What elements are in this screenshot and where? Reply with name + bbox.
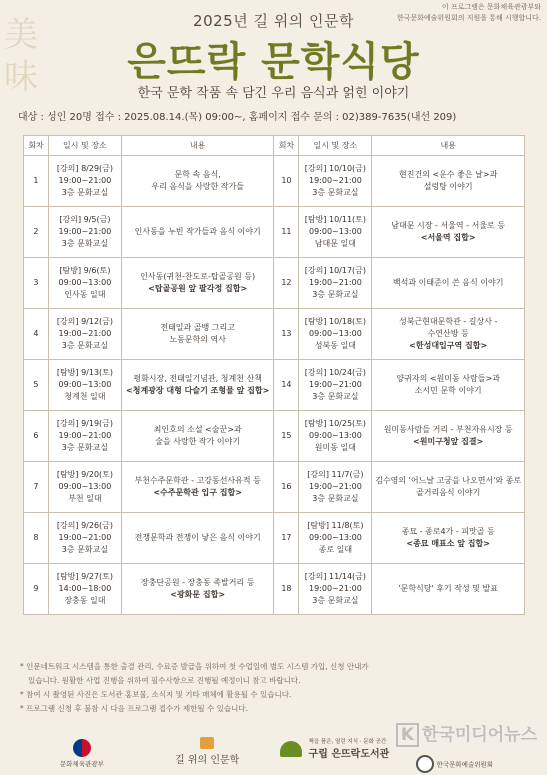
session-date-place — [48, 564, 121, 615]
session-number: 8 — [24, 513, 49, 564]
session-date1: [탐방] 11/8(토) — [307, 521, 364, 530]
ministry-name: 문화체육관광부 — [60, 760, 104, 768]
session-content — [372, 309, 525, 360]
session-date2: 19:00~21:00 — [58, 533, 112, 542]
session-content-line: 골거리음식 이야기 — [415, 488, 481, 497]
session-date2: 09:00~13:00 — [58, 482, 112, 491]
session-content-line: <탑골공원 앞 팔각정 집합> — [148, 284, 248, 293]
session-place: 청계천 일대 — [64, 392, 106, 401]
table-row — [24, 462, 525, 513]
session-content-line: <종묘 매표소 앞 집합> — [406, 539, 490, 548]
taegeuk-emblem-icon — [73, 739, 91, 757]
session-content-line: 성북근현대문학관 - 길상사 - — [398, 317, 498, 326]
session-date1: [강의] 9/12(금) — [56, 317, 114, 326]
session-date2: 19:00~21:00 — [308, 482, 362, 491]
session-content — [372, 411, 525, 462]
session-date-place — [48, 360, 121, 411]
session-content-line: <수주문학관 입구 집합> — [153, 488, 242, 497]
session-content — [121, 360, 274, 411]
session-content — [372, 258, 525, 309]
ministry-logo — [60, 739, 104, 768]
schedule-body — [24, 156, 525, 615]
session-date-place — [299, 156, 372, 207]
table-row — [24, 564, 525, 615]
session-number: 4 — [24, 309, 49, 360]
library-tagline: 책을 품은, 열린 지식 · 문화 공간 — [308, 739, 387, 745]
session-number: 7 — [24, 462, 49, 513]
watermark-k: K — [396, 723, 419, 747]
support-notice-line-2: 한국문화예술위원회의 지원을 통해 시행합니다. — [396, 14, 541, 22]
session-date2: 19:00~21:00 — [58, 431, 112, 440]
library-mark-icon — [280, 741, 302, 757]
table-row — [24, 411, 525, 462]
schedule-table — [23, 135, 525, 615]
table-row — [24, 513, 525, 564]
session-content — [372, 207, 525, 258]
session-date1: [강의] 9/26(금) — [56, 521, 114, 530]
watermark-text: 한국미디어뉴스 — [422, 725, 537, 745]
session-date-place — [48, 309, 121, 360]
session-content-line: 인사동(귀천-찬도로-탑골공원 등) — [140, 272, 256, 281]
session-number: 2 — [24, 207, 49, 258]
session-place: 3층 문화교실 — [312, 290, 359, 299]
session-date2: 09:00~13:00 — [308, 431, 362, 440]
session-date2: 14:00~18:00 — [58, 584, 112, 593]
session-content — [372, 360, 525, 411]
session-date1: [강의] 10/10(금) — [304, 164, 367, 173]
table-header-row — [24, 136, 525, 156]
session-place: 부천 일대 — [68, 494, 102, 503]
session-date2: 09:00~13:00 — [58, 278, 112, 287]
library-name: 구립 은뜨락도서관 — [308, 749, 390, 760]
session-date2: 19:00~21:00 — [58, 329, 112, 338]
arts-council-icon — [416, 755, 434, 773]
session-number: 16 — [274, 462, 299, 513]
session-place: 종로 일대 — [318, 545, 353, 554]
library-logo — [280, 737, 389, 760]
session-content — [372, 156, 525, 207]
session-content — [372, 462, 525, 513]
session-content-line: '문학식당' 후기 작성 및 발표 — [398, 584, 498, 593]
header-date: 일시 및 장소 — [48, 136, 121, 156]
session-date2: 09:00~13:00 — [308, 227, 362, 236]
session-place: 남대문 일대 — [314, 239, 356, 248]
session-date1: [강의] 11/7(금) — [307, 470, 364, 479]
session-date2: 19:00~21:00 — [58, 227, 112, 236]
session-content-line: 평화시장, 전태일기념관, 청계천 산책 — [133, 374, 262, 383]
session-number: 12 — [274, 258, 299, 309]
session-date-place — [48, 156, 121, 207]
session-place: 3층 문화교실 — [312, 188, 359, 197]
session-date-place — [299, 513, 372, 564]
session-content-line: 노동문학의 역사 — [169, 335, 226, 344]
session-date-place — [299, 360, 372, 411]
session-content-line: 종묘 - 종로4가 - 피맛골 등 — [401, 527, 495, 536]
session-date2: 19:00~21:00 — [58, 176, 112, 185]
header-no: 회차 — [24, 136, 49, 156]
program-kicker: 2025년 길 위의 인문학 — [193, 12, 354, 30]
session-date1: [강의] 8/29(금) — [56, 164, 114, 173]
session-content — [121, 462, 274, 513]
session-content-line: 원미동사람들 거리 - 부천자유시장 등 — [383, 425, 513, 434]
header-date: 일시 및 장소 — [299, 136, 372, 156]
session-number: 11 — [274, 207, 299, 258]
session-place: 3층 문화교실 — [61, 545, 109, 554]
support-notice-line-1: 이 프로그램은 문화체육관광부와 — [441, 3, 541, 11]
session-number: 18 — [274, 564, 299, 615]
session-date-place — [48, 258, 121, 309]
session-date2: 09:00~13:00 — [308, 533, 362, 542]
session-date-place — [299, 258, 372, 309]
watermark — [396, 720, 537, 747]
session-content — [121, 309, 274, 360]
session-date2: 09:00~13:00 — [58, 380, 112, 389]
session-place: 3층 문화교실 — [61, 443, 109, 452]
header-content: 내용 — [121, 136, 274, 156]
session-place: 3층 문화교실 — [61, 239, 109, 248]
session-date1: [탐방] 10/18(토) — [304, 317, 367, 326]
session-date-place — [299, 564, 372, 615]
session-place: 장충동 일대 — [64, 596, 106, 605]
table-row — [24, 309, 525, 360]
book-icon — [200, 737, 214, 749]
session-content-line: 부천수주문학관 - 고강동선사유적 등 — [134, 476, 261, 485]
session-number: 1 — [24, 156, 49, 207]
session-content — [121, 207, 274, 258]
session-number: 17 — [274, 513, 299, 564]
session-date1: [강의] 9/5(금) — [59, 215, 111, 224]
session-content-line: 술을 사랑한 작가 이야기 — [155, 437, 241, 446]
page-title: 은뜨락 문학식당 — [127, 38, 420, 85]
session-date1: [탐방] 10/25(토) — [304, 419, 367, 428]
header-content: 내용 — [372, 136, 525, 156]
session-content — [121, 156, 274, 207]
session-date2: 19:00~21:00 — [308, 278, 362, 287]
session-date-place — [48, 462, 121, 513]
session-content-line: 장충단공원 - 장충동 족발거리 등 — [140, 578, 255, 587]
session-content-line: 백석과 이태준이 쓴 음식 이야기 — [392, 278, 504, 287]
session-content-line: 현진건의 <운수 좋은 날>과 — [399, 170, 498, 179]
session-date1: [강의] 9/19(금) — [56, 419, 114, 428]
session-content — [372, 513, 525, 564]
table-row — [24, 207, 525, 258]
info-bar: 대상 : 성인 20명 접수 : 2025.08.14.(목) 09:00~, 홈페이지 접수 문의 : 02)389-7635(내선 209) — [18, 112, 457, 123]
session-date2: 19:00~21:00 — [308, 380, 362, 389]
session-date-place — [299, 309, 372, 360]
program-logo — [175, 737, 239, 766]
session-content-line: 설렁탕 이야기 — [423, 182, 473, 191]
session-content-line: <한성대입구역 집합> — [409, 341, 488, 350]
session-content-line: 우리 음식을 사랑한 작가들 — [151, 182, 244, 191]
session-number: 13 — [274, 309, 299, 360]
session-date-place — [48, 513, 121, 564]
session-content-line: 최인호의 소설 <술꾼>과 — [153, 425, 242, 434]
table-row — [24, 360, 525, 411]
session-place: 3층 문화교실 — [61, 341, 109, 350]
arts-council-name: 한국문화예술위원회 — [436, 760, 494, 769]
session-date-place — [299, 411, 372, 462]
session-number: 3 — [24, 258, 49, 309]
session-date2: 19:00~21:00 — [308, 176, 362, 185]
decorative-char-2: 味 — [4, 57, 38, 97]
note-2: * 참여 시 촬영된 사진은 도서관 홍보물, 소식지 및 기타 매체에 활용될 수 있습니다. — [20, 690, 292, 699]
session-date-place — [48, 411, 121, 462]
session-date-place — [299, 462, 372, 513]
note-1-cont: 있습니다. 원활한 사업 진행을 위하여 필수사항으로 진행될 예정이니 참고 바랍니다. — [28, 676, 301, 685]
session-date1: [탐방] 9/27(토) — [56, 572, 114, 581]
session-content-line: 소시민 문학 이야기 — [414, 386, 482, 395]
session-place: 인사동 일대 — [64, 290, 106, 299]
session-content-line: <광화문 집합> — [170, 590, 226, 599]
session-number: 14 — [274, 360, 299, 411]
session-content-line: 인사동을 누빈 작가들과 음식 이야기 — [134, 227, 261, 236]
session-content — [121, 513, 274, 564]
session-place: 3층 문화교실 — [312, 494, 359, 503]
session-date1: [탐방] 10/11(토) — [304, 215, 367, 224]
note-3: * 프로그램 신청 후 불참 시 다음 프로그램 접수가 제한될 수 있습니다. — [20, 704, 248, 713]
session-number: 6 — [24, 411, 49, 462]
session-number: 10 — [274, 156, 299, 207]
session-content — [121, 258, 274, 309]
session-content-line: 김수영의 '어느날 고궁을 나오면서'와 종로 — [375, 476, 522, 485]
session-place: 성북동 일대 — [314, 341, 356, 350]
note-1: * 인문네트워크 시스템을 통한 출결 관리, 수료증 발급을 위하여 첫 수업일에 별도 시스템 가입, 신청 안내가 — [20, 662, 369, 671]
session-content — [372, 564, 525, 615]
session-date2: 19:00~21:00 — [308, 584, 362, 593]
session-number: 15 — [274, 411, 299, 462]
session-content-line: 전쟁문학과 전쟁이 낳은 음식 이야기 — [134, 533, 261, 542]
session-content-line: <서울역 집합> — [420, 233, 476, 242]
session-content-line: 남대문 시장 - 서울역 - 서울로 등 — [391, 221, 506, 230]
session-place: 3층 문화교실 — [312, 392, 359, 401]
program-name: 길 위의 인문학 — [175, 755, 240, 766]
session-place: 3층 문화교실 — [312, 596, 359, 605]
session-date1: [탐방] 9/13(토) — [56, 368, 114, 377]
session-place: 원미동 일대 — [314, 443, 356, 452]
arts-council-logo — [416, 755, 493, 773]
session-date1: [강의] 10/24(금) — [304, 368, 367, 377]
session-date1: [탐방] 9/20(토) — [56, 470, 114, 479]
session-date1: [강의] 11/14(금) — [304, 572, 367, 581]
session-content-line: 수연산방 등 — [427, 329, 469, 338]
session-date1: [탐방] 9/6(토) — [59, 266, 111, 275]
session-content-line: <청계광장 대형 다슬기 조형물 앞 집합> — [126, 386, 270, 395]
session-content-line: 전태일과 골뱅 그리고 — [160, 323, 235, 332]
session-number: 9 — [24, 564, 49, 615]
session-date2: 09:00~13:00 — [308, 329, 362, 338]
table-row — [24, 156, 525, 207]
page-subtitle: 한국 문학 작품 속 담긴 우리 음식과 얽힌 이야기 — [137, 86, 410, 101]
session-date1: [강의] 10/17(금) — [304, 266, 367, 275]
notes — [20, 660, 525, 716]
session-place: 3층 문화교실 — [61, 188, 109, 197]
session-date-place — [48, 207, 121, 258]
session-date-place — [299, 207, 372, 258]
session-content — [121, 411, 274, 462]
session-content — [121, 564, 274, 615]
session-content-line: <원미구청앞 집결> — [413, 437, 484, 446]
session-number: 5 — [24, 360, 49, 411]
header-no: 회차 — [274, 136, 299, 156]
decorative-char-1: 美 — [4, 15, 38, 55]
table-row — [24, 258, 525, 309]
session-content-line: 양귀자의 <원미동 사람들>과 — [396, 374, 500, 383]
session-content-line: 문학 속 음식, — [174, 170, 221, 179]
